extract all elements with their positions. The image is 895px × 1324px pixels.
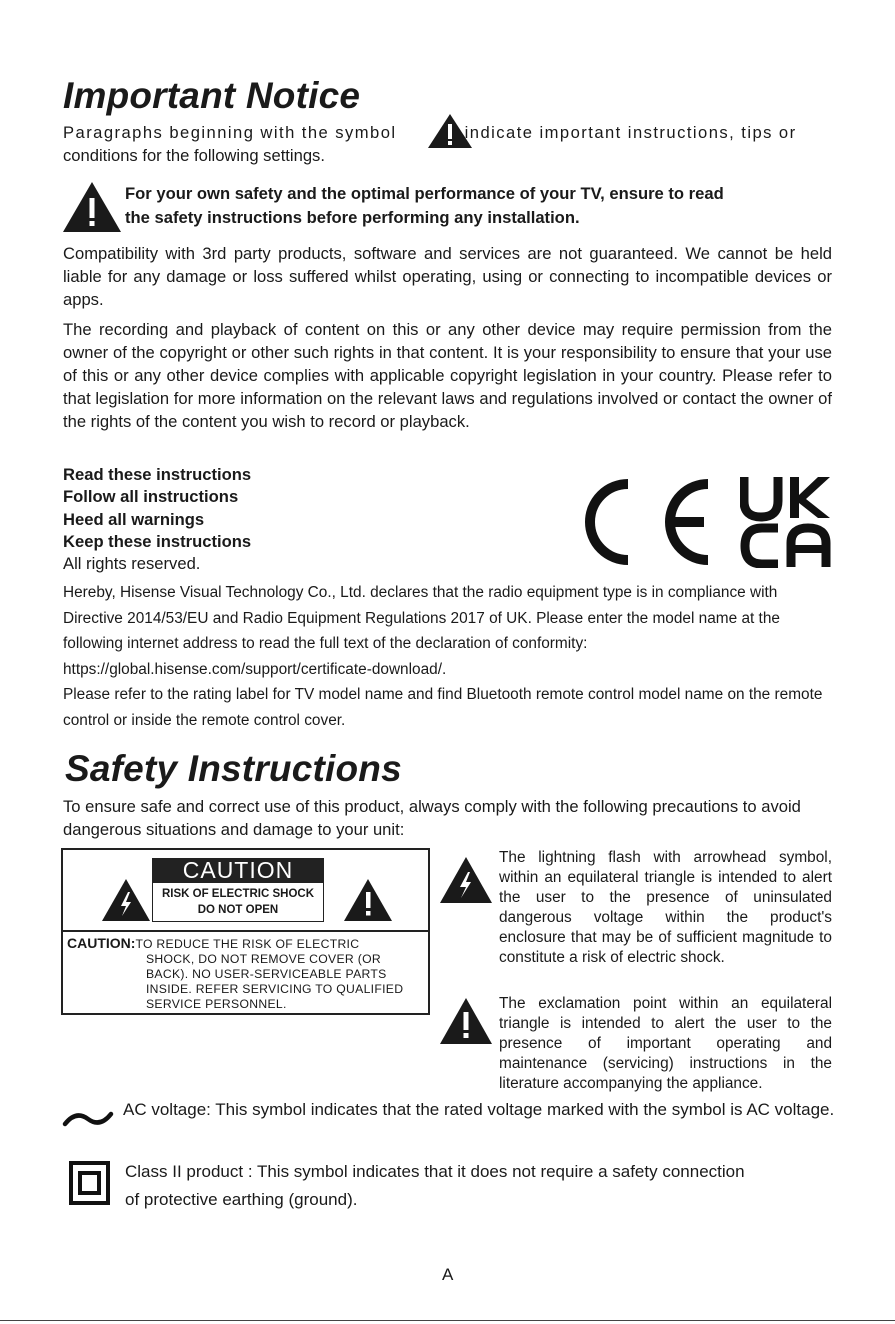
page-number: A — [442, 1265, 454, 1284]
lightning-triangle-icon — [101, 878, 151, 922]
caution-label — [61, 848, 430, 1015]
ac-voltage-text: AC voltage: This symbol indicates that the rated voltage marked with the symbol is AC voltage. — [123, 1100, 835, 1119]
section-title: Safety Instructions — [65, 748, 402, 789]
class-ii-line2: of protective earthing (ground). — [125, 1190, 358, 1209]
declaration-paragraph: Hereby, Hisense Visual Technology Co., Ltd. declares that the radio equipment type is in compliance with Directive 2014/53/EU and Radio Equipment Regulations 2017 of UK. Please enter the model name at the following internet address to read the full text of the declaration of conformity: https://global.hisense.com/support/certificate-download/. — [63, 584, 780, 678]
exclamation-triangle-icon — [439, 997, 493, 1045]
caution-text-line5: SERVICE PERSONNEL. — [146, 997, 287, 1011]
risk-line1: RISK OF ELECTRIC SHOCK — [161, 888, 315, 900]
caution-text-line3: BACK). NO USER-SERVICEABLE PARTS — [146, 967, 387, 981]
safety-warning-line1: For your own safety and the optimal performance of your TV, ensure to read — [125, 184, 724, 203]
caution-text-line4: INSIDE. REFER SERVICING TO QUALIFIED — [146, 982, 404, 996]
intro-line2: conditions for the following settings. — [63, 146, 325, 165]
risk-line2: DO NOT OPEN — [197, 904, 279, 916]
intro-after: indicate important instructions, tips or — [464, 123, 797, 142]
ukca-mark-logo — [740, 475, 831, 568]
warning-triangle-large-icon — [62, 181, 122, 233]
safety-warning-line2: the safety instructions before performing any installation. — [125, 208, 580, 227]
safety-warning — [125, 182, 724, 230]
ac-voltage-icon — [62, 1108, 114, 1130]
caution-text-line2: SHOCK, DO NOT REMOVE COVER (OR — [146, 952, 381, 966]
caution-text-line1: TO REDUCE THE RISK OF ELECTRIC — [135, 937, 360, 951]
class-ii-icon — [69, 1161, 110, 1205]
class-ii-text — [125, 1158, 745, 1214]
lightning-explanation: The lightning flash with arrowhead symbol, within an equilateral triangle is intended to alert the user to the presence of uninsulated dangerous voltage within the product's enclosure that may be of sufficient magnitude to constitute a risk of electric shock. — [499, 849, 832, 966]
rights-reserved: All rights reserved. — [63, 554, 201, 574]
class-ii-line1: Class II product : This symbol indicates that it does not require a safety connection — [125, 1162, 745, 1181]
follow-instructions: Follow all instructions — [63, 487, 239, 507]
exclamation-triangle-icon — [343, 878, 393, 922]
caution-text-label: CAUTION: — [67, 935, 136, 951]
caution-header: CAUTION — [152, 858, 324, 882]
intro-before: Paragraphs beginning with the symbol — [63, 123, 397, 142]
ce-mark-logo — [584, 478, 716, 566]
recording-paragraph: The recording and playback of content on this or any other device may require permission from the owner of the copyright or other such rights in that content. It is your responsibility to ensure that your use of this or any other device complies with applicable copyright legislation in your country. Please refer to that legislation for more information on the relevant laws and regulations involved or contact the owner of the rights of the content you wish to record or playback. — [63, 320, 832, 431]
keep-instructions: Keep these instructions — [63, 531, 252, 551]
safety-intro: To ensure safe and correct use of this product, always comply with the following precautions to avoid dangerous situations and damage to your unit: — [63, 797, 801, 839]
warning-triangle-icon — [427, 113, 473, 149]
heed-warnings: Heed all warnings — [63, 509, 205, 529]
risk-box — [152, 882, 324, 922]
caution-text — [67, 936, 427, 1012]
instructions-list — [63, 464, 251, 575]
compatibility-paragraph: Compatibility with 3rd party products, software and services are not guaranteed. We cannot be held liable for any damage or loss suffered whilst operating, using or connecting to incompatible devices or apps. — [63, 244, 832, 309]
exclamation-explanation: The exclamation point within an equilateral triangle is intended to alert the user to the presence of important operating and maintenance (servicing) instructions in the literature accompanying the appliance. — [499, 995, 832, 1092]
page-title: Important Notice — [63, 75, 361, 116]
rating-paragraph: Please refer to the rating label for TV model name and find Bluetooth remote control model name on the remote control or inside the remote control cover. — [63, 686, 823, 729]
lightning-triangle-icon — [439, 856, 493, 904]
read-instructions: Read these instructions — [63, 465, 252, 484]
footer-divider — [0, 1320, 895, 1321]
